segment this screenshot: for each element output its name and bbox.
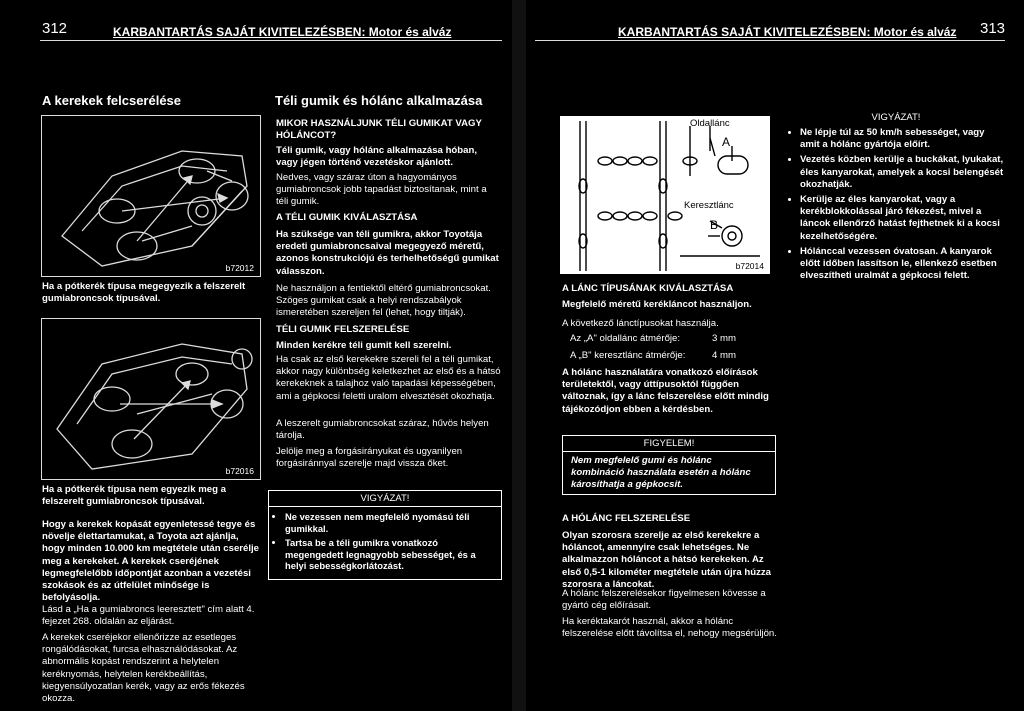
figure2-caption: Ha a pótkerék típusa nem egyezik meg a felszerelt gumiabroncsok típusával. — [42, 484, 226, 508]
section-title-winter: Téli gumik és hólánc alkalmazása — [275, 93, 483, 108]
car-wheel-rotation-illustration-2 — [42, 319, 260, 479]
figure1-caption: Ha a pótkerék típusa megegyezik a felszerelt gumiabroncsok típusával. — [42, 281, 246, 305]
figure-rotation-different-spare — [41, 318, 261, 480]
label-cross-chain: Keresztlánc — [684, 200, 734, 211]
section-title-rotation: A kerekek felcserélése — [42, 93, 182, 108]
warning-title: VIGYÁZAT! — [269, 491, 501, 507]
para-manufacturer: A hólánc felszerelésekor figyelmesen kövesse a gyártó cég előírásait. — [562, 588, 766, 612]
figure-code: b72016 — [225, 466, 254, 476]
para-chain-types: A következő lánctípusokat használja. — [562, 318, 719, 329]
rotation-reference: Lásd a „Ha a gumiabroncs leeresztett" cím alatt 4. fejezet 268. oldalán az eljárást. — [42, 604, 255, 628]
label-letter-b: B — [710, 218, 719, 232]
para-direction: Jelölje meg a forgásirányukat és ugyanilyen forgásiránnyal szerelje majd vissza őket. — [276, 446, 463, 470]
para-other-tyres: Ne használjon a fentiektől eltérő gumiabroncsokat. Szöges gumikat csak a helyi rendszabályok ismeretében szereljen fel (lehet, hogy tiltják). — [276, 283, 491, 319]
para-select: Ha szüksége van téli gumikra, akkor Toyotája eredeti gumiabroncsaival megegyező méretű, azonos konstrukciójú és terhelhetőségű gumikat válasszon. — [276, 229, 499, 277]
para-all-wheels: Minden kerékre téli gumit kell szerelni. — [276, 340, 452, 351]
warning-item: • Ne lépje túl az 50 km/h sebességet, vagy amit a hólánc gyártója előírt. — [800, 127, 1004, 151]
heading-chain-fitting: A HÓLÁNC FELSZERELÉSE — [562, 513, 691, 524]
rotation-inspection: A kerekek cseréjekor ellenőrizze az esetleges rongálódásokat, furcsa elhasználódásokat. Az abnormális kopást rendszerint a helytelen keréknyomás, helytelen kerékbeállítás, kiegyensúlyozatlan kerék, vagy az erős fékezés okozza. — [42, 632, 245, 705]
label-side-chain: Oldallánc — [690, 118, 730, 129]
warning-title: VIGYÁZAT! — [871, 112, 921, 123]
car-wheel-rotation-illustration — [42, 116, 260, 276]
spec-a-value: 3 mm — [712, 333, 736, 344]
para-wheel-cover: Ha keréktakarót használ, akkor a hólánc felszerelése előtt távolítsa el, nehogy megsérüljön. — [562, 616, 777, 640]
spec-b-label: A „B" keresztlánc átmérője: — [570, 350, 686, 361]
para-front-only: Ha csak az első kerekekre szereli fel a téli gumikat, akkor nagy különbség keletkezhet az első és a hátsó kerekeknek a talajhoz való tapadási képességében, ami a gépkocsi feletti uralom elvesztését okozhatja. — [276, 354, 501, 402]
warning-item: • Vezetés közben kerülje a buckákat, lyukakat, éles kanyarokat, amelyek a kocsi belengését okozhatják. — [800, 154, 1004, 191]
heading-select: A TÉLI GUMIK KIVÁLASZTÁSA — [276, 212, 418, 223]
para-chain-tight: Olyan szorosra szerelje az első kerekekre a hóláncot, amennyire csak lehetséges. Ne alkalmazzon hóláncot a hátsó kerekeken. Az első 0,5-1 kilométer megtétele után újra húzza szorosra a láncokat. — [562, 530, 771, 590]
warning-item: • Hólánccal vezessen óvatosan. A kanyarok előtt időben lassítson le, ellenkező esetben elveszítheti uralmát a gépkocsi felett. — [800, 246, 1004, 283]
spec-a-label: Az „A" oldallánc átmérője: — [570, 333, 681, 344]
warning-box-chains — [788, 112, 1004, 312]
heading-fitting: TÉLI GUMIK FELSZERELÉSE — [276, 324, 410, 335]
warning-item: • Tartsa be a téli gumikra vonatkozó megengedett legnagyobb sebességet, és a helyi sebességkorlátozást. — [285, 537, 495, 572]
figure-snow-chains — [560, 116, 770, 274]
para-storage: A leszerelt gumiabroncsokat száraz, hűvös helyen tárolja. — [276, 418, 489, 442]
running-head-left: KARBANTARTÁS SAJÁT KIVITELEZÉSBEN: Motor és alváz — [113, 25, 452, 39]
warning-item: • Ne vezessen nem megfelelő nyomású téli gumikkal. — [285, 511, 495, 534]
page-number-right: 313 — [980, 20, 1006, 37]
para-when: Téli gumik, vagy hólánc alkalmazása hóban, vagy jégen történő vezetéskor ajánlott. — [276, 145, 478, 169]
warning-box-winter — [268, 490, 502, 580]
figure-code: b72012 — [225, 263, 254, 273]
heading-chain-type: A LÁNC TÍPUSÁNAK KIVÁLASZTÁSA — [562, 283, 734, 294]
figure-code: b72014 — [735, 261, 764, 271]
caution-text: Nem megfelelő gumi és hólánc kombináció használata esetén a hólánc károsíthatja a gépkocsit. — [571, 455, 751, 491]
figure-rotation-same-spare — [41, 115, 261, 277]
running-head-right: KARBANTARTÁS SAJÁT KIVITELEZÉSBEN: Motor és alváz — [618, 25, 957, 39]
spec-b-value: 4 mm — [712, 350, 736, 361]
heading-when: MIKOR HASZNÁLJUNK TÉLI GUMIKAT VAGY HÓLÁNCOT? — [276, 118, 482, 142]
snow-chain-illustration — [560, 116, 770, 274]
rotation-paragraph: Hogy a kerekek kopását egyenletessé tegye és növelje élettartamukat, a Toyota azt ajánlja, hogy minden 10.000 km megtétele után cserélje meg a kerekeket. A kerekek cseréjének legmegfelelőbb időpontját azonban a vezetési szokások és az útfelület minősége is befolyásolja. — [42, 519, 260, 604]
para-wet-road: Nedves, vagy száraz úton a hagyományos gumiabroncsok jobb tapadást biztosítanak, mint a téli gumik. — [276, 172, 487, 208]
para-chain-size: Megfelelő méretű kerékláncot használjon. — [562, 299, 752, 310]
para-regulations: A hólánc használatára vonatkozó előírások területektől, vagy úttípusoktól függően változnak, így a lánc felszerelése előtt mindig tájékozódjon ebben a kérdésben. — [562, 367, 769, 415]
book-spine — [512, 0, 526, 711]
label-letter-a: A — [722, 135, 731, 149]
header-rule-right — [535, 40, 1005, 41]
caution-box — [562, 435, 776, 495]
header-rule-left — [40, 40, 502, 41]
page-number-left: 312 — [42, 20, 68, 37]
caution-title: FIGYELEM! — [563, 436, 775, 452]
warning-item: • Kerülje az éles kanyarokat, vagy a kerékblokkolással járó fékezést, mivel a láncok ellenőrző hatást fejthetnek ki a kocsi kezelhetőségére. — [800, 194, 1004, 243]
